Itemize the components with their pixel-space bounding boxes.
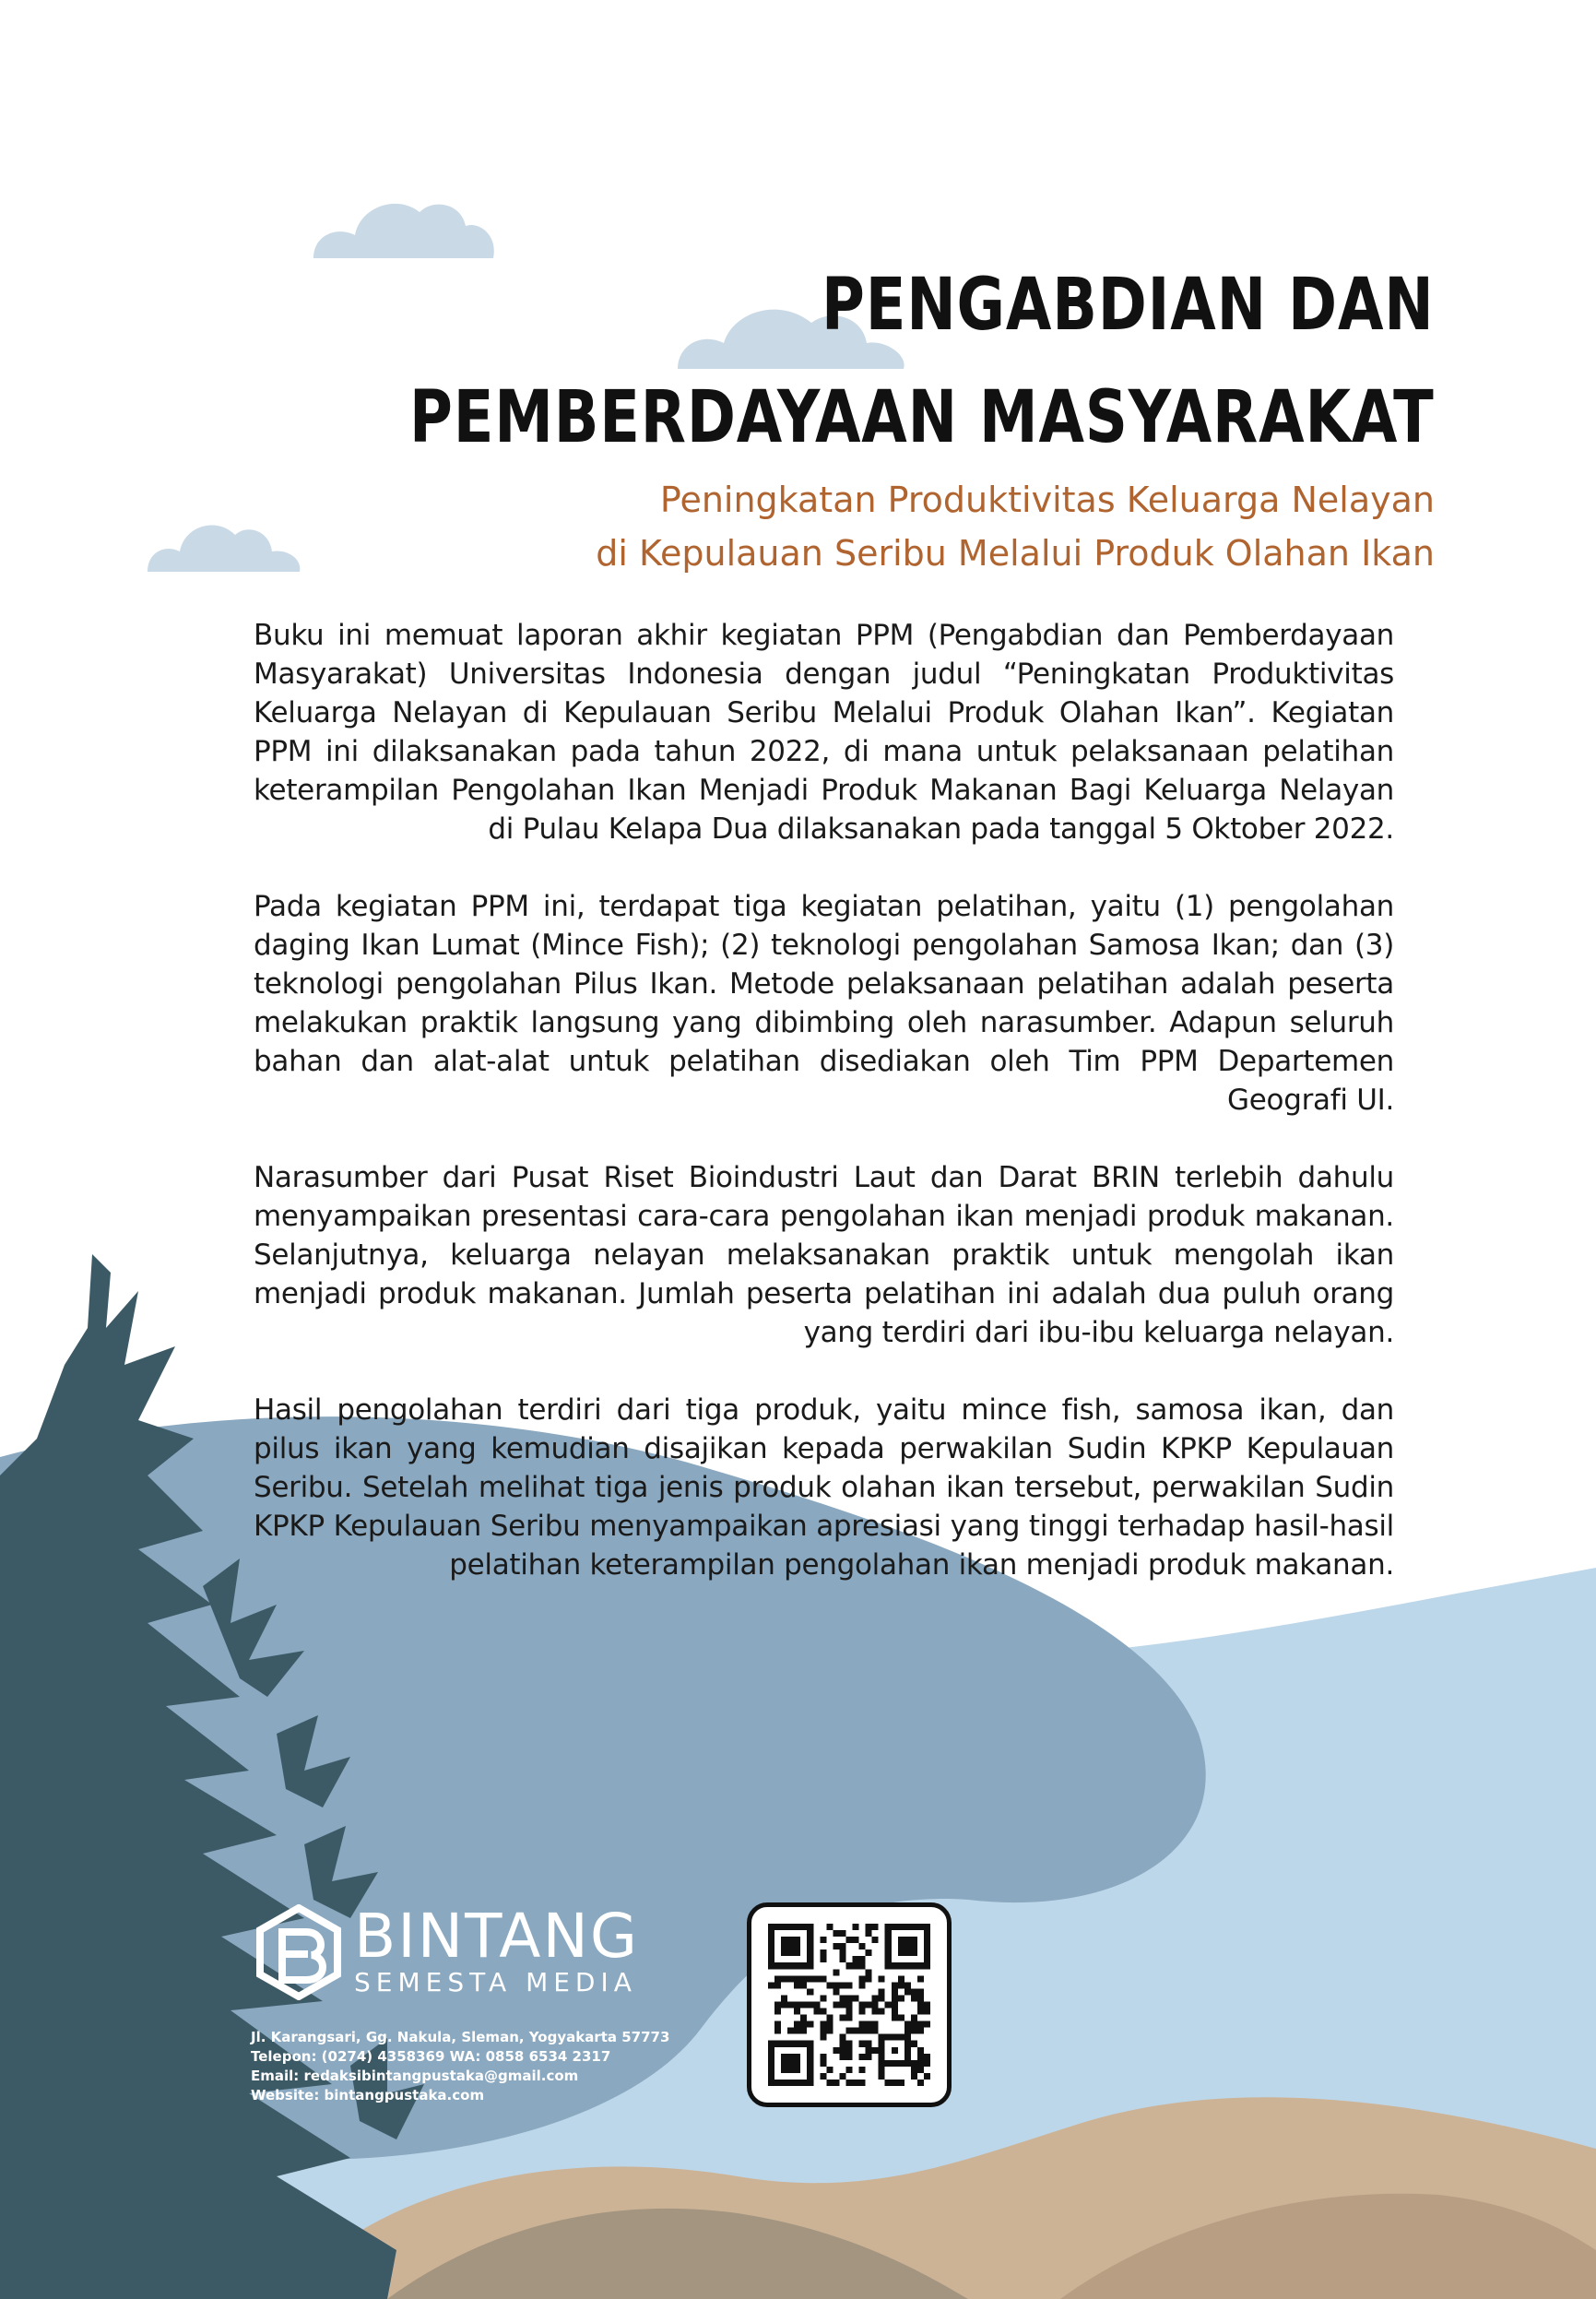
synopsis-paragraph: Narasumber dari Pusat Riset Bioindustri Laut dan Darat BRIN terlebih dahulu menyampaikan presentasi cara-cara pengolahan ikan menjadi produk makanan. Selanjutnya, keluarga nelayan melaksanakan praktik untuk mengolah ikan menjadi produk makanan. Jumlah peserta pelatihan ini adalah dua puluh orang yang terdiri dari ibu-ibu keluarga nelayan. — [254, 1161, 1394, 1349]
qr-code — [768, 1924, 930, 2086]
book-title — [409, 249, 1435, 474]
publisher-email: Email: redaksibintangpustaka@gmail.com — [251, 2068, 579, 2084]
synopsis-paragraph: Hasil pengolahan terdiri dari tiga produk, yaitu mince fish, samosa ikan, dan pilus ikan yang kemudian disajikan kepada perwakilan Sudin KPKP Kepulauan Seribu. Setelah melihat tiga jenis produk olahan ikan tersebut, perwakilan Sudin KPKP Kepulauan Seribu menyampaikan apresiasi yang tinggi terhadap hasil-hasil pelatihan keterampilan pengolahan ikan menjadi produk makanan. — [254, 1393, 1394, 1582]
publisher-block — [251, 1901, 670, 2105]
publisher-website: Website: bintangpustaka.com — [251, 2087, 485, 2103]
publisher-contact — [251, 2028, 669, 2105]
cloud-icon — [148, 526, 300, 572]
publisher-logo — [251, 1901, 669, 2000]
subtitle-line: Peningkatan Produktivitas Keluarga Nelayan — [659, 480, 1435, 520]
qr-code-frame — [747, 1902, 952, 2107]
publisher-phone: Telepon: (0274) 4358369 WA: 0858 6534 2317 — [251, 2048, 611, 2065]
subtitle-line: di Kepulauan Seribu Melalui Produk Olahan Ikan — [596, 533, 1435, 574]
publisher-subname: SEMESTA MEDIA — [354, 1967, 637, 1997]
title-line: PEMBERDAYAAN MASYARAKAT — [409, 376, 1435, 459]
title-line: PENGABDIAN DAN — [822, 264, 1435, 347]
synopsis-paragraph: Pada kegiatan PPM ini, terdapat tiga kegiatan pelatihan, yaitu (1) pengolahan daging Ikan Lumat (Mince Fish); (2) teknologi pengolahan Samosa Ikan; dan (3) teknologi pengolahan Pilus Ikan. Metode pelaksanaan pelatihan adalah peserta melakukan praktik langsung yang dibimbing oleh narasumber. Adapun seluruh bahan dan alat-alat untuk pelatihan disediakan oleh Tim PPM Departemen Geografi UI. — [254, 890, 1394, 1117]
synopsis — [254, 616, 1394, 1623]
publisher-address: Jl. Karangsari, Gg. Nakula, Sleman, Yogyakarta 57773 — [251, 2029, 670, 2045]
synopsis-paragraph: Buku ini memuat laporan akhir kegiatan PPM (Pengabdian dan Pemberdayaan Masyarakat) Universitas Indonesia dengan judul “Peningkatan Produktivitas Keluarga Nelayan di Kepulauan Seribu Melalui Produk Olahan Ikan”. Kegiatan PPM ini dilaksanakan pada tahun 2022, di mana untuk pelaksanaan pelatihan keterampilan Pengolahan Ikan Menjadi Produk Makanan Bagi Keluarga Nelayan di Pulau Kelapa Dua dilaksanakan pada tanggal 5 Oktober 2022. — [254, 619, 1394, 846]
bintang-logo-icon — [251, 1904, 347, 2000]
book-subtitle — [596, 473, 1435, 580]
publisher-name: BINTANG — [354, 1901, 639, 1972]
